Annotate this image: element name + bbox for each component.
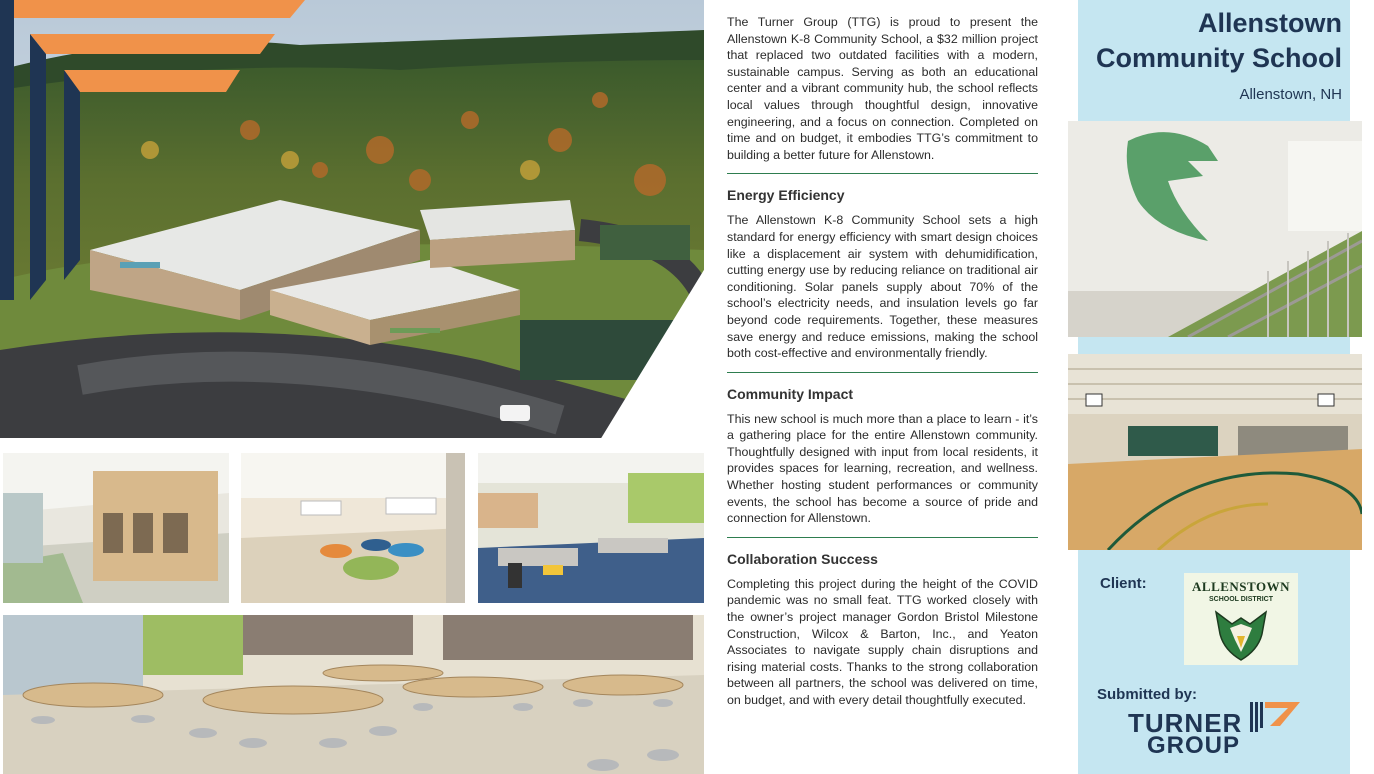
section-divider bbox=[727, 173, 1038, 174]
title-line: Allenstown bbox=[1197, 8, 1342, 38]
gymnasium-photo bbox=[1068, 354, 1362, 550]
turner-mark-icon bbox=[1250, 700, 1302, 734]
section-heading: Collaboration Success bbox=[727, 550, 878, 567]
project-location: Allenstown, NH bbox=[1239, 86, 1342, 103]
client-logo-line1: ALLENSTOWN bbox=[1192, 579, 1290, 594]
cafeteria-photo bbox=[3, 615, 704, 774]
section-heading: Community Impact bbox=[727, 385, 854, 402]
eagle-icon bbox=[1212, 606, 1270, 662]
section-body: This new school is much more than a place to learn - it’s a gathering place for the entire Allenstown community. Thoughtfully designed with input from local residents, it provides spaces for learning, recreation, and wellness. Whether hosting student performances or community events, the school has become a source of pride and connection for Allenstown. bbox=[727, 411, 1038, 526]
section-body: Completing this project during the height of the COVID pandemic was no small feat. TTG worked closely with the owner’s project manager Gordon Bristol Milestone Construction, Wilcox & Barton, Inc., and Yeaton Associates to navigate supply chain disruptions and rising material costs. Thanks to the strong collaboration between all partners, the school was delivered on time, on budget, and with every detail thoughtfully executed. bbox=[727, 576, 1038, 707]
stairwell-photo bbox=[1068, 121, 1362, 337]
section-heading: Energy Efficiency bbox=[727, 187, 845, 204]
client-logo-line2: SCHOOL DISTRICT bbox=[1208, 596, 1274, 603]
content-column bbox=[727, 14, 1038, 709]
lounge-photo bbox=[241, 453, 465, 603]
section-divider bbox=[727, 537, 1038, 538]
client-logo bbox=[1184, 573, 1298, 665]
hallway-photo bbox=[3, 453, 229, 603]
classroom-photo bbox=[478, 453, 704, 603]
intro-paragraph: The Turner Group (TTG) is proud to present the Allenstown K-8 Community School, a $32 million project that replaced two outdated facilities with a modern, sustainable campus. Serving as both an educational center and a vibrant community hub, the school reflects local values through thoughtful design, innovative engineering, and a focus on connection. Completed on time and on budget, it embodies TTG’s commitment to building a better future for Allenstown. bbox=[727, 15, 1038, 162]
submitted-by-label: Submitted by: bbox=[1097, 686, 1197, 703]
turner-logo-line1: TURNER bbox=[1128, 708, 1243, 738]
client-label: Client: bbox=[1100, 575, 1147, 592]
turner-group-logo bbox=[1128, 700, 1308, 760]
section-body: The Allenstown K-8 Community School sets a high standard for energy efficiency with smart design choices like a displacement air system with dehumidification, cutting energy use by reducing reliance on traditional air conditioning. Solar panels supply about 70% of the school’s electricity needs, and insulation levels go far beyond code requirements. Together, these measures save energy and reduce emissions, making the school both cost-effective and environmentally friendly. bbox=[727, 213, 1038, 361]
section-divider bbox=[727, 372, 1038, 373]
title-line: Community School bbox=[1095, 43, 1342, 73]
photo-corner-cut bbox=[600, 260, 710, 440]
turner-logo-line2: GROUP bbox=[1147, 732, 1241, 759]
brand-corner-shapes bbox=[0, 0, 310, 310]
project-title bbox=[1096, 6, 1342, 76]
